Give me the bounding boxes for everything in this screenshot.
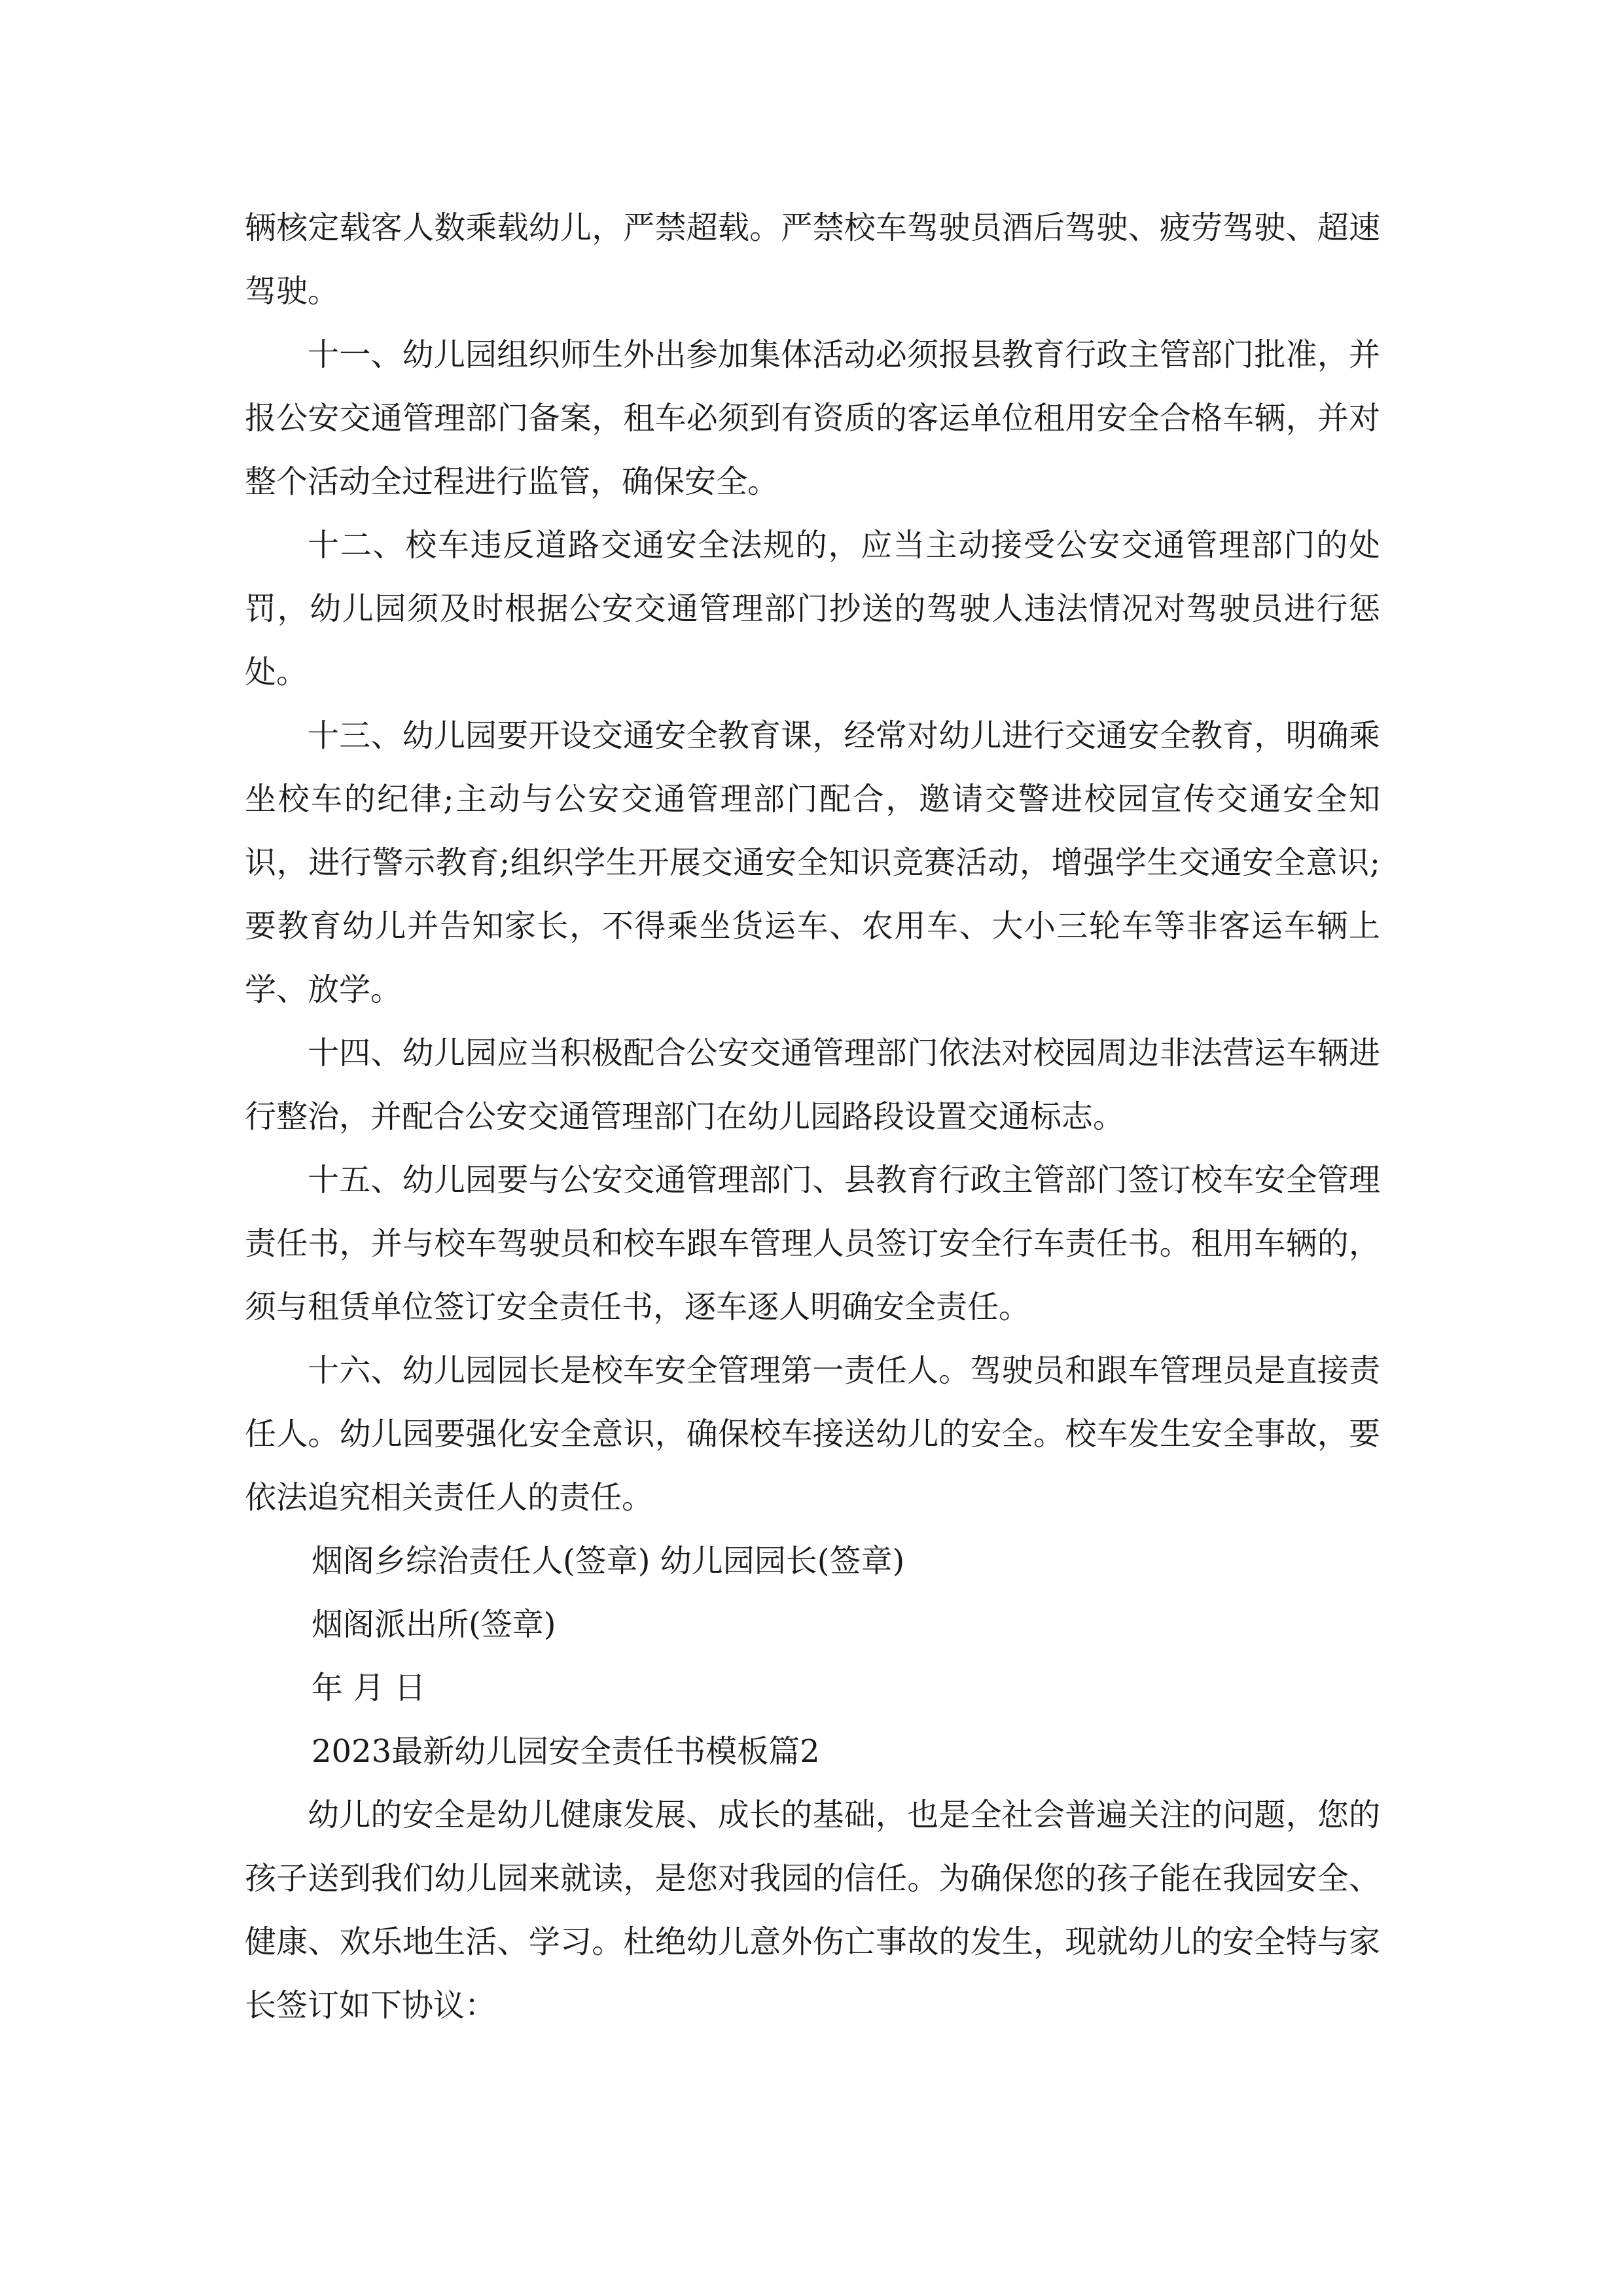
paragraph-continuation: 辆核定载客人数乘载幼儿，严禁超载。严禁校车驾驶员酒后驾驶、疲劳驾驶、超速驾驶。 (245, 209, 1380, 310)
date-line: 年 月 日 (312, 1670, 426, 1706)
paragraph-clause-14: 十四、幼儿园应当积极配合公安交通管理部门依法对校园周边非法营运车辆进行整治，并配合公安交通管理部门在幼儿园路段设置交通标志。 (245, 1035, 1380, 1135)
paragraph-clause-12: 十二、校车违反道路交通安全法规的，应当主动接受公安交通管理部门的处罚，幼儿园须及时根据公安交通管理部门抄送的驾驶人违法情况对驾驶员进行惩处。 (245, 527, 1380, 691)
paragraph-clause-16: 十六、幼儿园园长是校车安全管理第一责任人。驾驶员和跟车管理员是直接责任人。幼儿园要强化安全意识，确保校车接送幼儿的安全。校车发生安全事故，要依法追究相关责任人的责任。 (245, 1352, 1380, 1516)
signature-line-2: 烟阁派出所(签章) (312, 1606, 556, 1643)
document-page (245, 196, 1380, 2037)
paragraph-clause-13: 十三、幼儿园要开设交通安全教育课，经常对幼儿进行交通安全教育，明确乘坐校车的纪律;主动与公安交通管理部门配合，邀请交警进校园宣传交通安全知识，进行警示教育;组织学生开展交通安全知识竞赛活动，增强学生交通安全意识;要教育幼儿并告知家长，不得乘坐货运车、农用车、大小三轮车等非客运车辆上学、放学。 (245, 717, 1380, 1008)
paragraph-clause-15: 十五、幼儿园要与公安交通管理部门、县教育行政主管部门签订校车安全管理责任书，并与校车驾驶员和校车跟车管理人员签订安全行车责任书。租用车辆的，须与租赁单位签订安全责任书，逐车逐人明确安全责任。 (245, 1162, 1380, 1325)
section-title: 2023最新幼儿园安全责任书模板篇2 (312, 1733, 820, 1770)
intro-paragraph: 幼儿的安全是幼儿健康发展、成长的基础，也是全社会普遍关注的问题，您的孩子送到我们幼儿园来就读，是您对我园的信任。为确保您的孩子能在我园安全、健康、欢乐地生活、学习。杜绝幼儿意外伤亡事故的发生，现就幼儿的安全特与家长签订如下协议： (245, 1797, 1380, 2024)
paragraph-clause-11: 十一、幼儿园组织师生外出参加集体活动必须报县教育行政主管部门批准，并报公安交通管理部门备案，租车必须到有资质的客运单位租用安全合格车辆，并对整个活动全过程进行监管，确保安全。 (245, 336, 1380, 500)
signature-line-1: 烟阁乡综治责任人(签章) 幼儿园园长(签章) (312, 1543, 905, 1579)
